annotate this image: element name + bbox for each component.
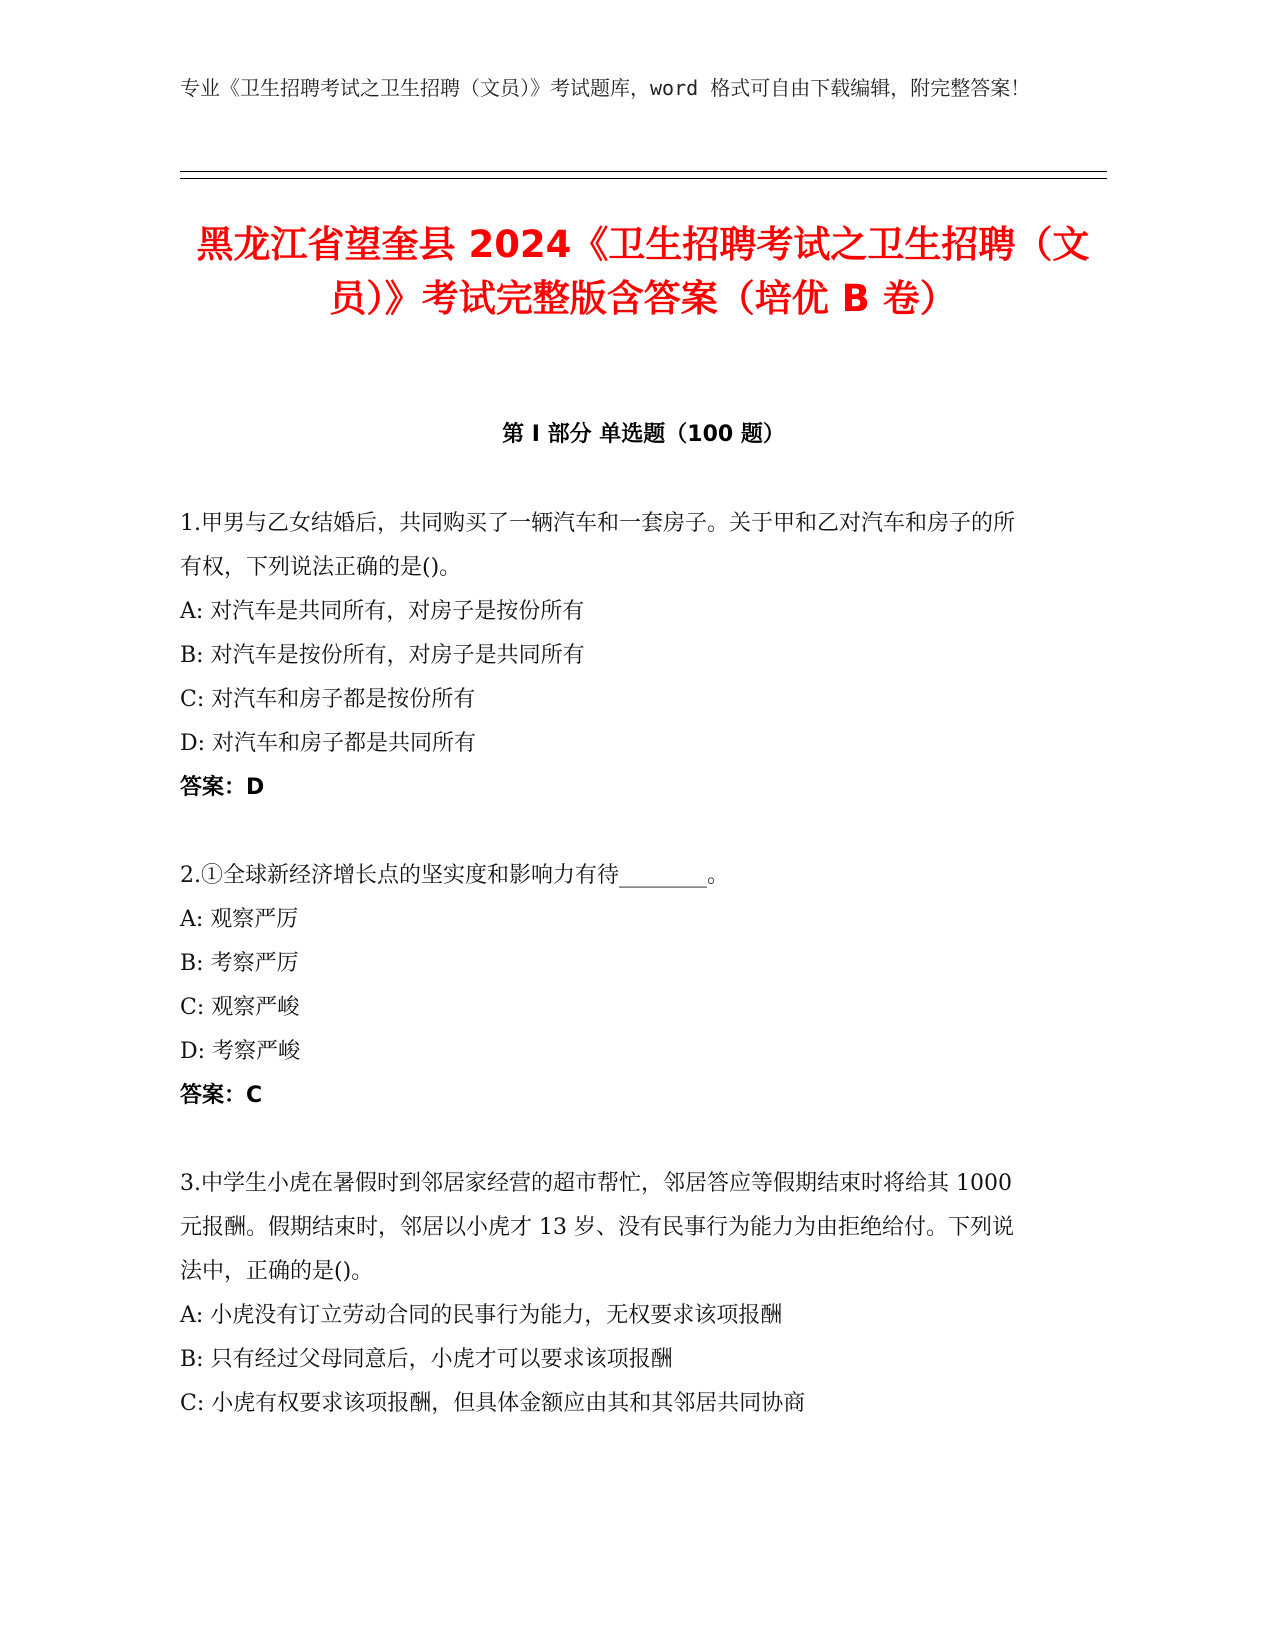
answer-label: 答案：C — [180, 1083, 263, 1108]
question-1 — [180, 502, 1020, 810]
option-b: B: 对汽车是按份所有，对房子是共同所有 — [180, 643, 585, 668]
option-c: C: 小虎有权要求该项报酬，但具体金额应由其和其邻居共同协商 — [180, 1391, 806, 1416]
question-list — [180, 502, 1020, 1470]
option-d: D: 对汽车和房子都是共同所有 — [180, 731, 477, 756]
section-heading: 第 I 部分 单选题（100 题） — [502, 422, 785, 447]
option-d: D: 考察严峻 — [180, 1039, 301, 1064]
option-b: B: 只有经过父母同意后，小虎才可以要求该项报酬 — [180, 1347, 673, 1372]
question-stem: 3.中学生小虎在暑假时到邻居家经营的超市帮忙，邻居答应等假期结束时将给其 1000 元报酬。假期结束时，邻居以小虎才 13 岁、没有民事行为能力为由拒绝给付。下列说法中，正确的是()。 — [180, 1171, 1014, 1284]
question-2 — [180, 854, 1020, 1118]
question-stem: 1.甲男与乙女结婚后，共同购买了一辆汽车和一套房子。关于甲和乙对汽车和房子的所有权，下列说法正确的是()。 — [180, 511, 1015, 580]
question-stem: 2.①全球新经济增长点的坚实度和影响力有待________。 — [180, 863, 729, 888]
header-divider-bottom — [180, 178, 1107, 179]
option-a: A: 对汽车是共同所有，对房子是按份所有 — [180, 599, 585, 624]
question-3 — [180, 1162, 1020, 1426]
option-a: A: 观察严厉 — [180, 907, 299, 932]
header-note: 专业《卫生招聘考试之卫生招聘（文员）》考试题库，word 格式可自由下载编辑，附完整答案！ — [180, 76, 1031, 100]
header-divider-top — [180, 171, 1107, 172]
option-b: B: 考察严厉 — [180, 951, 299, 976]
document-title: 黑龙江省望奎县 2024《卫生招聘考试之卫生招聘（文员）》考试完整版含答案（培优 B 卷） — [196, 223, 1090, 320]
option-c: C: 观察严峻 — [180, 995, 300, 1020]
answer-label: 答案：D — [180, 775, 265, 800]
option-c: C: 对汽车和房子都是按份所有 — [180, 687, 476, 712]
option-a: A: 小虎没有订立劳动合同的民事行为能力，无权要求该项报酬 — [180, 1303, 783, 1328]
